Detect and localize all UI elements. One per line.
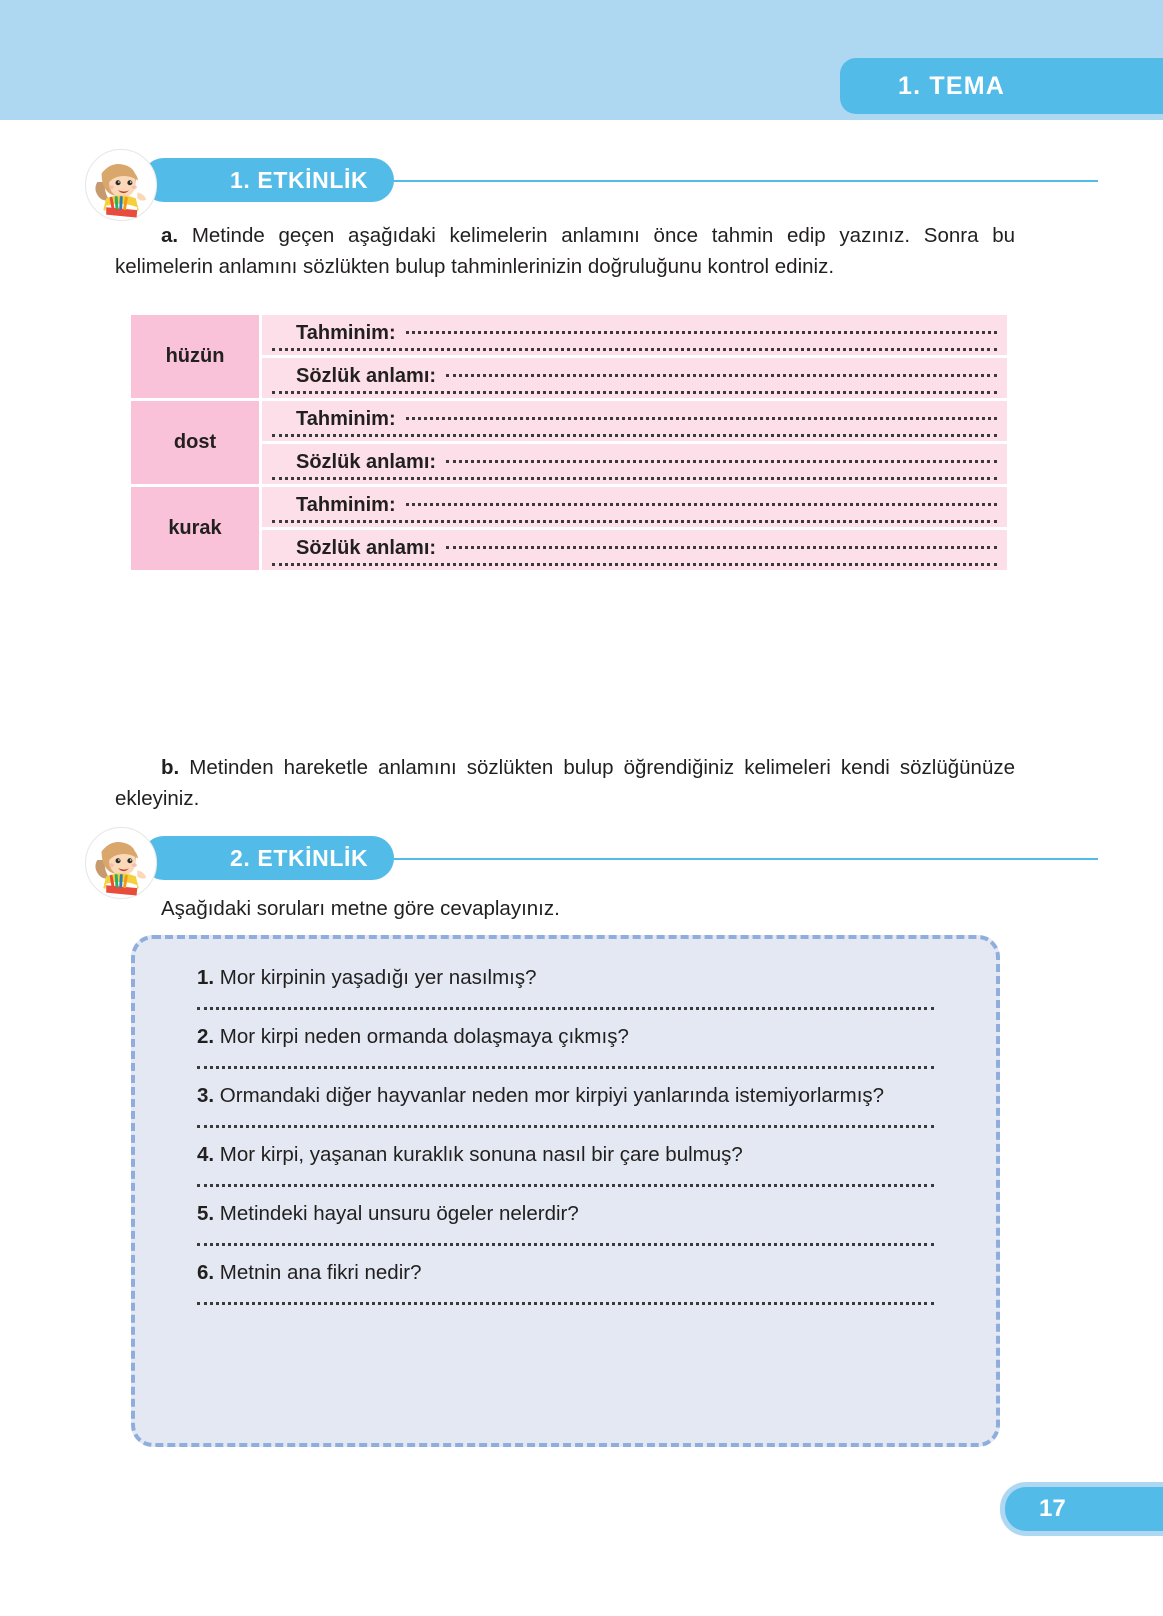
- activity-2-rule: [384, 858, 1098, 860]
- page-number-badge: [1000, 1482, 1163, 1536]
- answer-line-3[interactable]: [197, 1125, 934, 1128]
- dictionary-input-line-2[interactable]: [272, 563, 997, 566]
- question-6-text: Metnin ana fikri nedir?: [214, 1261, 422, 1284]
- question-4: [161, 1140, 970, 1170]
- theme-badge: [840, 58, 1163, 114]
- dictionary-block: [262, 530, 1007, 566]
- guess-block: [262, 401, 1007, 437]
- dictionary-block: [262, 358, 1007, 394]
- guess-row[interactable]: [262, 487, 1007, 520]
- answer-line-5[interactable]: [197, 1243, 934, 1246]
- vocab-answers-dost: [262, 401, 1007, 487]
- instruction-a-marker: a.: [161, 224, 179, 247]
- page-header-band: [0, 0, 1163, 120]
- table-row: [131, 487, 1007, 570]
- guess-label: Tahminim:: [296, 408, 396, 430]
- instruction-b: [115, 752, 1015, 814]
- guess-row[interactable]: [262, 401, 1007, 434]
- guess-label: Tahminim:: [296, 322, 396, 344]
- guess-block: [262, 315, 1007, 351]
- guess-block: [262, 487, 1007, 523]
- dictionary-input-line[interactable]: [446, 374, 997, 377]
- vocab-answers-huzun: [262, 315, 1007, 401]
- activity-1-rule: [384, 180, 1098, 182]
- questions-box: [131, 935, 1000, 1447]
- theme-label: 1. TEMA: [898, 71, 1006, 100]
- guess-label: Tahminim:: [296, 494, 396, 516]
- vocabulary-table: [131, 315, 1007, 570]
- vocab-word-dost: dost: [131, 401, 262, 487]
- activity-1-badge: [142, 158, 394, 202]
- page-number: 17: [1039, 1495, 1066, 1522]
- question-1-text: Mor kirpinin yaşadığı yer nasılmış?: [214, 966, 537, 989]
- instruction-questions: [115, 893, 1015, 924]
- guess-input-line[interactable]: [406, 331, 997, 334]
- dictionary-input-line[interactable]: [446, 460, 997, 463]
- question-2-number: 2.: [197, 1025, 215, 1048]
- guess-input-line[interactable]: [406, 503, 997, 506]
- answer-line-4[interactable]: [197, 1184, 934, 1187]
- guess-row[interactable]: [262, 315, 1007, 348]
- question-2-text: Mor kirpi neden ormanda dolaşmaya çıkmış?: [214, 1025, 629, 1048]
- dictionary-input-line-2[interactable]: [272, 391, 997, 394]
- question-2: [161, 1022, 970, 1052]
- answer-line-6[interactable]: [197, 1302, 934, 1305]
- guess-input-line-2[interactable]: [272, 520, 997, 523]
- instruction-b-marker: b.: [161, 756, 180, 779]
- instruction-questions-text: Aşağıdaki soruları metne göre cevaplayınız.: [161, 897, 560, 920]
- question-5-number: 5.: [197, 1202, 215, 1225]
- question-5-text: Metindeki hayal unsuru ögeler nelerdir?: [214, 1202, 579, 1225]
- instruction-b-text: Metinden hareketle anlamını sözlükten bulup öğrendiğiniz kelimeleri kendi sözlüğünüze ekleyiniz.: [115, 756, 1015, 810]
- table-row: [131, 401, 1007, 487]
- dictionary-label: Sözlük anlamı:: [296, 365, 437, 387]
- dictionary-label: Sözlük anlamı:: [296, 537, 437, 559]
- instruction-a: [115, 220, 1015, 282]
- dictionary-input-line-2[interactable]: [272, 477, 997, 480]
- activity-1-header: [84, 140, 1014, 218]
- question-6: [161, 1258, 970, 1288]
- guess-input-line-2[interactable]: [272, 434, 997, 437]
- dictionary-row[interactable]: [262, 530, 1007, 563]
- vocab-word-kurak: kurak: [131, 487, 262, 570]
- question-1-number: 1.: [197, 966, 215, 989]
- guess-input-line[interactable]: [406, 417, 997, 420]
- question-6-number: 6.: [197, 1261, 215, 1284]
- guess-input-line-2[interactable]: [272, 348, 997, 351]
- dictionary-row[interactable]: [262, 444, 1007, 477]
- activity-1-title: 1. ETKİNLİK: [230, 166, 369, 193]
- question-5: [161, 1199, 970, 1229]
- question-4-text: Mor kirpi, yaşanan kuraklık sonuna nasıl bir çare bulmuş?: [214, 1143, 743, 1166]
- vocab-answers-kurak: [262, 487, 1007, 570]
- answer-line-1[interactable]: [197, 1007, 934, 1010]
- dictionary-block: [262, 444, 1007, 480]
- vocab-word-huzun: hüzün: [131, 315, 262, 401]
- instruction-a-text: Metinde geçen aşağıdaki kelimelerin anlamını önce tahmin edip yazınız. Sonra bu kelimelerin anlamını sözlükten bulup tahminlerinizin doğruluğunu kontrol ediniz.: [115, 224, 1015, 278]
- question-1: [161, 963, 970, 993]
- dictionary-label: Sözlük anlamı:: [296, 451, 437, 473]
- question-4-number: 4.: [197, 1143, 215, 1166]
- question-3-number: 3.: [197, 1084, 215, 1107]
- activity-2-badge: [142, 836, 394, 880]
- question-3: [161, 1081, 970, 1111]
- dictionary-input-line[interactable]: [446, 546, 997, 549]
- answer-line-2[interactable]: [197, 1066, 934, 1069]
- girl-reading-icon: [84, 826, 158, 900]
- activity-2-header: [84, 818, 1014, 896]
- table-row: [131, 315, 1007, 401]
- dictionary-row[interactable]: [262, 358, 1007, 391]
- question-3-text: Ormandaki diğer hayvanlar neden mor kirpiyi yanlarında istemiyorlarmış?: [214, 1084, 885, 1107]
- girl-reading-icon: [84, 148, 158, 222]
- activity-2-title: 2. ETKİNLİK: [230, 844, 369, 871]
